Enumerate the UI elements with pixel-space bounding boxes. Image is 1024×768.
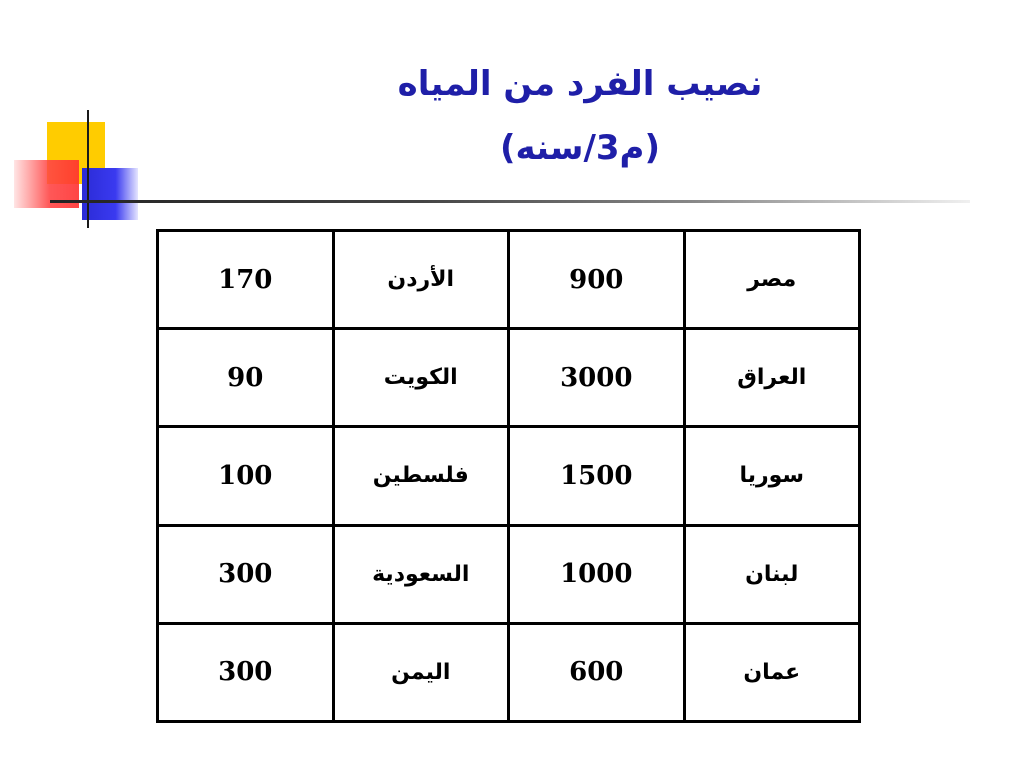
slide-title	[300, 52, 860, 180]
country-cell: سوريا	[684, 427, 860, 525]
country-cell: السعودية	[333, 525, 509, 623]
decor-blue-square	[82, 168, 138, 220]
title-divider-line	[50, 200, 970, 203]
title-line-1: نصيب الفرد من المياه	[397, 64, 763, 104]
country-cell: لبنان	[684, 525, 860, 623]
value-cell: 900	[509, 231, 685, 329]
table-row	[158, 329, 860, 427]
value-cell: 3000	[509, 329, 685, 427]
value-cell: 1000	[509, 525, 685, 623]
country-cell: فلسطين	[333, 427, 509, 525]
value-cell: 170	[158, 231, 334, 329]
decor-vertical-line	[87, 110, 89, 228]
value-cell: 300	[158, 623, 334, 721]
country-cell: الكويت	[333, 329, 509, 427]
value-cell: 100	[158, 427, 334, 525]
value-cell: 1500	[509, 427, 685, 525]
table-row	[158, 623, 860, 721]
table-row	[158, 231, 860, 329]
value-cell: 300	[158, 525, 334, 623]
water-share-table	[156, 229, 861, 723]
country-cell: العراق	[684, 329, 860, 427]
country-cell: عمان	[684, 623, 860, 721]
country-cell: الأردن	[333, 231, 509, 329]
table-row	[158, 525, 860, 623]
value-cell: 90	[158, 329, 334, 427]
country-cell: اليمن	[333, 623, 509, 721]
country-cell: مصر	[684, 231, 860, 329]
value-cell: 600	[509, 623, 685, 721]
title-line-2: (م3/سنه)	[499, 128, 661, 168]
table-row	[158, 427, 860, 525]
